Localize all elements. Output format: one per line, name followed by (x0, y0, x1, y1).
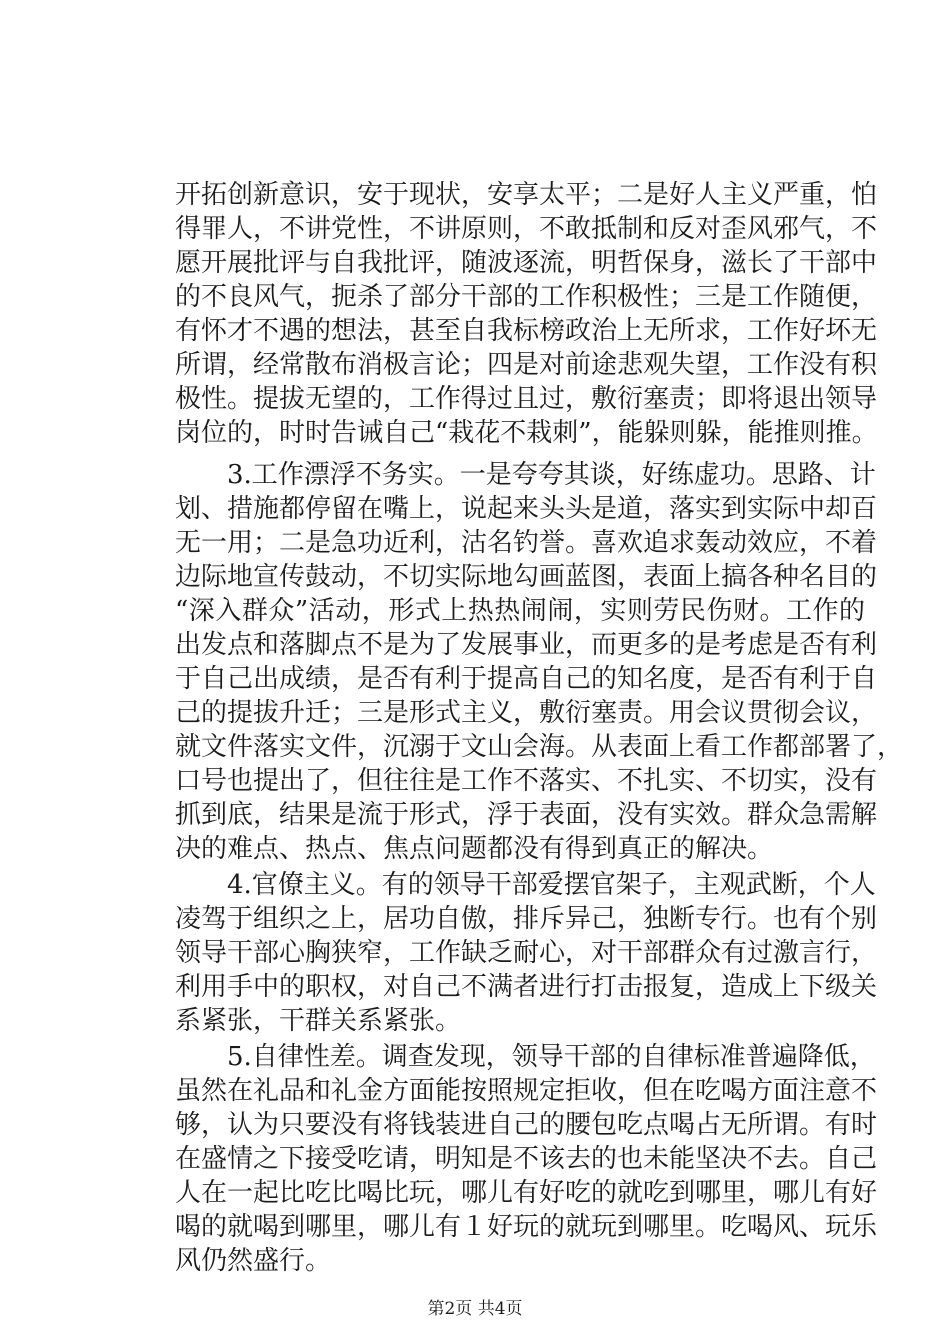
text-line: 系紧张，干群关系紧张。 (175, 1006, 462, 1036)
text-line: 的不良风气，扼杀了部分干部的工作积极性；三是工作随便， (175, 282, 878, 312)
text-line: 利用手中的职权，对自己不满者进行打击报复，造成上下级关 (175, 972, 878, 1002)
text-line: 于自己出成绩，是否有利于提高自己的知名度，是否有利于自 (175, 664, 878, 694)
text-line: 岗位的，时时告诫自己“栽花不栽刺”，能躲则躲，能推则推。 (175, 418, 878, 448)
text-line: 凌驾于组织之上，居功自傲，排斥异己，独断专行。也有个别 (175, 904, 878, 934)
text-line: “深入群众”活动，形式上热热闹闹，实则劳民伤财。工作的 (175, 596, 865, 626)
text-line: 口号也提出了，但往往是工作不落实、不扎实、不切实，没有 (175, 766, 878, 796)
text-line: 极性。提拔无望的，工作得过且过，敷衍塞责；即将退出领导 (175, 384, 878, 414)
text-line: 够，认为只要没有将钱装进自己的腰包吃点喝占无所谓。有时 (175, 1110, 878, 1140)
text-line: 在盛情之下接受吃请，明知是不该去的也未能坚决不去。自己 (175, 1144, 878, 1174)
text-line: 无一用；二是急功近利，沽名钓誉。喜欢追求轰动效应，不着 (175, 528, 878, 558)
text-line: 有怀才不遇的想法，甚至自我标榜政治上无所求，工作好坏无 (175, 316, 878, 346)
paragraph-5-first-line: 5.自律性差。调查发现，领导干部的自律标准普遍降低， (227, 1042, 876, 1072)
text-line: 边际地宣传鼓动，不切实际地勾画蓝图，表面上搞各种名目的 (175, 562, 878, 592)
text-line: 得罪人，不讲党性，不讲原则，不敢抵制和反对歪风邪气，不 (175, 214, 878, 244)
paragraph-3-first-line: 3.工作漂浮不务实。一是夸夸其谈，好练虚功。思路、计 (227, 460, 876, 490)
paragraph-4-first-line: 4.官僚主义。有的领导干部爱摆官架子，主观武断，个人 (227, 870, 876, 900)
text-line: 出发点和落脚点不是为了发展事业，而更多的是考虑是否有利 (175, 630, 878, 660)
text-line: 就文件落实文件，沉溺于文山会海。从表面上看工作都部署了， (175, 732, 904, 762)
text-line: 愿开展批评与自我批评，随波逐流，明哲保身，滋长了干部中 (175, 248, 878, 278)
text-line: 虽然在礼品和礼金方面能按照规定拒收，但在吃喝方面注意不 (175, 1076, 878, 1106)
text-line: 领导干部心胸狭窄，工作缺乏耐心，对干部群众有过激言行， (175, 938, 878, 968)
text-line: 抓到底，结果是流于形式，浮于表面，没有实效。群众急需解 (175, 800, 878, 830)
text-line: 风仍然盛行。 (175, 1246, 332, 1276)
text-line: 人在一起比吃比喝比玩，哪儿有好吃的就吃到哪里，哪儿有好 (175, 1178, 878, 1208)
page-number-footer: 第2页 共4页 (427, 1299, 523, 1319)
text-line: 开拓创新意识，安于现状，安享太平；二是好人主义严重，怕 (175, 180, 878, 210)
text-line: 决的难点、热点、焦点问题都没有得到真正的解决。 (175, 834, 774, 864)
text-line: 所谓，经常散布消极言论；四是对前途悲观失望，工作没有积 (175, 350, 878, 380)
text-line: 划、措施都停留在嘴上，说起来头头是道，落实到实际中却百 (175, 494, 878, 524)
text-line: 己的提拔升迁；三是形式主义，敷衍塞责。用会议贯彻会议， (175, 698, 878, 728)
text-line: 喝的就喝到哪里，哪儿有１好玩的就玩到哪里。吃喝风、玩乐 (175, 1212, 878, 1242)
